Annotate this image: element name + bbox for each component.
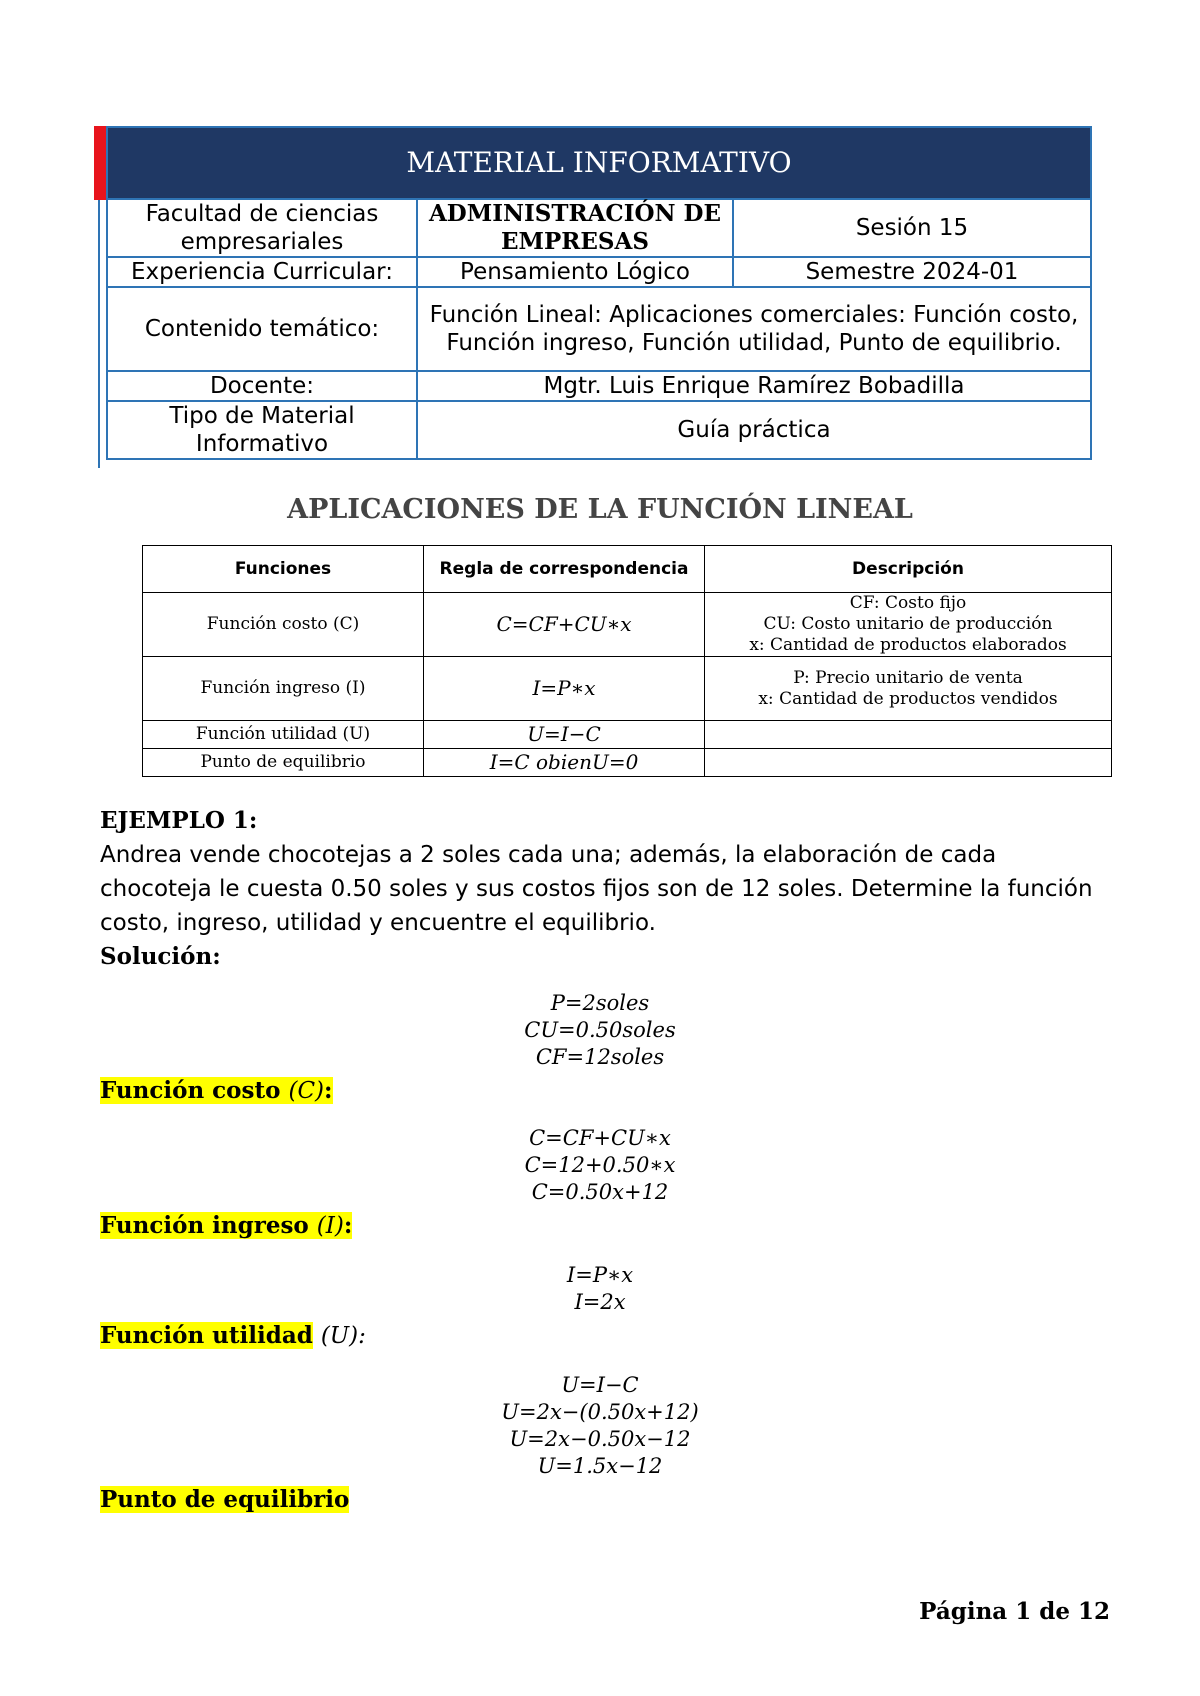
footer-mid: de (1039, 1598, 1070, 1625)
function-name: Función utilidad (U) (143, 721, 424, 749)
equation-line: C=CF+CU∗x (529, 1126, 671, 1150)
equation-line: I=P∗x (566, 1263, 634, 1287)
faculty-cell: Facultad de ciencias empresariales (107, 199, 417, 257)
equation-line: U=2x−0.50x−12 (509, 1427, 691, 1451)
income-function-heading (100, 1210, 352, 1242)
equilibrium-heading (100, 1484, 349, 1516)
utility-function-heading (100, 1320, 366, 1352)
function-name: Punto de equilibrio (143, 749, 424, 777)
description-line: CF: Costo fijo (849, 593, 967, 613)
material-type-cell: Guía práctica (417, 401, 1091, 459)
equation-line: CF=12soles (535, 1045, 665, 1069)
semester-cell: Semestre 2024-01 (733, 257, 1091, 287)
col-header-rule: Regla de correspondencia (424, 546, 705, 593)
equation-line: CU=0.50soles (524, 1018, 676, 1042)
description-line: CU: Costo unitario de producción (763, 614, 1053, 634)
function-description (705, 749, 1112, 777)
description-line: x: Cantidad de productos elaborados (749, 635, 1067, 655)
header-table (106, 126, 1092, 460)
example-title: EJEMPLO 1: (100, 807, 258, 834)
course-cell: Pensamiento Lógico (417, 257, 733, 287)
teacher-cell: Mgtr. Luis Enrique Ramírez Bobadilla (417, 371, 1091, 401)
career-cell: ADMINISTRACIÓN DE EMPRESAS (417, 199, 733, 257)
curricular-label: Experiencia Curricular: (107, 257, 417, 287)
section-colon: : (324, 1077, 333, 1104)
section-label: Función costo (100, 1077, 281, 1104)
equation-line: P=2soles (550, 991, 650, 1015)
table-row (143, 749, 1112, 777)
example-text: Andrea vende chocotejas a 2 soles cada una; además, la elaboración de cada chocoteja le cuesta 0.50 soles y sus costos fijos son de 12 soles. Determine la función costo, ingreso, utilidad y encuentre el equilibrio. (100, 842, 1093, 936)
cost-function-heading (100, 1075, 333, 1107)
income-equations (0, 1262, 1200, 1316)
table-row (143, 657, 1112, 721)
page-title: APLICACIONES DE LA FUNCIÓN LINEAL (287, 494, 913, 525)
equation-line: U=1.5x−12 (537, 1454, 663, 1478)
section-label: Punto de equilibrio (100, 1486, 350, 1513)
function-name: Función costo (C) (143, 593, 424, 657)
function-rule: I=C obienU=0 (424, 749, 705, 777)
section-label: Función utilidad (100, 1322, 313, 1349)
equation-line: C=0.50x+12 (531, 1180, 669, 1204)
function-description (705, 593, 1112, 657)
red-accent-bar (94, 126, 106, 200)
equation-line: U=2x−(0.50x+12) (501, 1400, 699, 1424)
footer-total: 12 (1077, 1598, 1110, 1625)
table-row (143, 721, 1112, 749)
function-rule: I=P∗x (424, 657, 705, 721)
section-variable: (C) (288, 1078, 325, 1104)
page-footer (919, 1598, 1110, 1625)
col-header-description: Descripción (705, 546, 1112, 593)
teacher-label: Docente: (107, 371, 417, 401)
content-label: Contenido temático: (107, 287, 417, 371)
content-cell: Función Lineal: Aplicaciones comerciales: Función costo, Función ingreso, Función utilidad, Punto de equilibrio. (417, 287, 1091, 371)
header-left-border (98, 200, 100, 468)
utility-equations (0, 1372, 1200, 1480)
footer-prefix: Página (919, 1598, 1008, 1625)
function-description (705, 657, 1112, 721)
section-variable: (U) (320, 1323, 359, 1349)
description-line: P: Precio unitario de venta (793, 667, 1023, 688)
functions-table (142, 545, 1112, 777)
function-rule: C=CF+CU∗x (424, 593, 705, 657)
footer-page: 1 (1015, 1598, 1032, 1625)
session-cell: Sesión 15 (733, 199, 1091, 257)
equation-line: I=2x (574, 1290, 626, 1314)
function-name: Función ingreso (I) (143, 657, 424, 721)
banner-title: MATERIAL INFORMATIVO (107, 127, 1091, 199)
description-line: x: Cantidad de productos vendidos (758, 688, 1058, 709)
function-description (705, 721, 1112, 749)
col-header-functions: Funciones (143, 546, 424, 593)
table-row (143, 593, 1112, 657)
material-type-label: Tipo de Material Informativo (107, 401, 417, 459)
section-colon: : (343, 1212, 353, 1239)
section-colon: : (358, 1323, 366, 1349)
cost-equations (0, 1125, 1200, 1206)
equation-line: U=I−C (561, 1373, 639, 1397)
solution-label: Solución: (100, 943, 221, 970)
equation-line: C=12+0.50∗x (524, 1153, 676, 1177)
section-label: Función ingreso (100, 1212, 309, 1239)
given-values (0, 990, 1200, 1071)
section-variable: (I) (316, 1213, 344, 1239)
function-rule: U=I−C (424, 721, 705, 749)
